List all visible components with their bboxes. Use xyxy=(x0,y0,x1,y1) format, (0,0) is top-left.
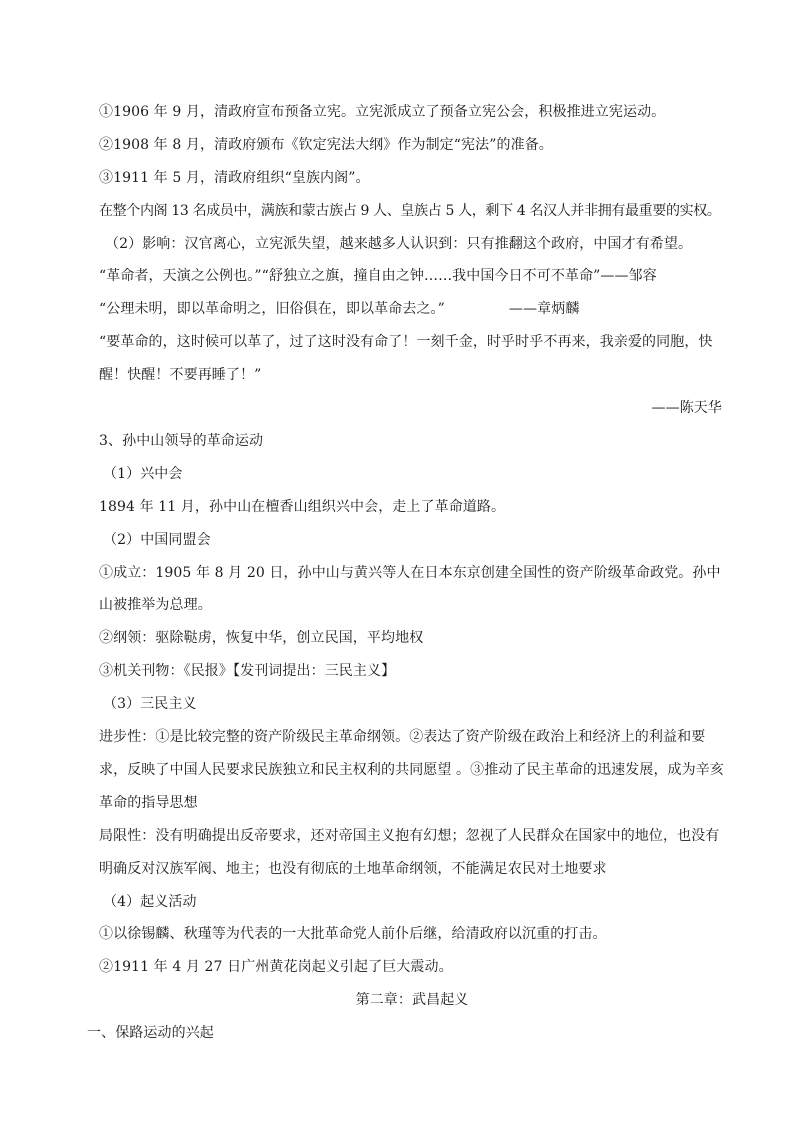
document-page xyxy=(87,96,725,1050)
paragraph: ③1911 年 5 月，清政府组织“皇族内阁”。 xyxy=(99,169,370,186)
paragraph: ②1911 年 4 月 27 日广州黄花岗起义引起了巨大震动。 xyxy=(99,959,453,976)
paragraph: 局限性：没有明确提出反帝要求，还对帝国主义抱有幻想；忽视了人民群众在国家中的地位，也没有明确反对汉族军阀、地主；也没有彻底的土地革命纲领，不能满足农民对土地要求 xyxy=(99,827,720,877)
subsection-heading: （4）起义活动 xyxy=(103,893,197,910)
subsection-heading: （1）兴中会 xyxy=(103,465,183,482)
chapter-heading: 第二章：武昌起义 xyxy=(355,992,469,1009)
paragraph: ①成立：1905 年 8 月 20 日，孙中山与黄兴等人在日本东京创建全国性的资产阶级革命政党。孙中山被推举为总理。 xyxy=(99,564,721,614)
paragraph: ②1908 年 8 月，清政府颁布《钦定宪法大纲》作为制定“宪法”的准备。 xyxy=(99,136,553,153)
quote-zhang-binglin xyxy=(99,293,725,326)
subsection-heading: （3）三民主义 xyxy=(103,696,197,713)
subsection-heading: （2）中国同盟会 xyxy=(103,531,211,548)
paragraph: 1894 年 11 月，孙中山在檀香山组织兴中会，走上了革命道路。 xyxy=(99,498,506,515)
quote-author: ——陈天华 xyxy=(651,400,722,417)
paragraph: ②纲领：驱除鞑虏，恢复中华，创立民国，平均地权 xyxy=(99,630,424,647)
quote-chen-tianhua: “要革命的，这时候可以革了，过了这时没有命了！一刻千金，时乎时乎不再来，我亲爱的同胞，快醒！快醒！不要再睡了！” xyxy=(99,334,713,384)
paragraph: ①以徐锡麟、秋瑾等为代表的一大批革命党人前仆后继，给清政府以沉重的打击。 xyxy=(99,926,607,943)
paragraph: ③机关刊物：《民报》【发刊词提出：三民主义】 xyxy=(99,663,396,680)
paragraph: ①1906 年 9 月，清政府宣布预备立宪。立宪派成立了预备立宪公会，积极推进立宪运动。 xyxy=(99,104,666,120)
quote-text: “公理未明，即以革命明之，旧俗俱在，即以革命去之。” xyxy=(99,301,445,318)
section-heading: 一、保路运动的兴起 xyxy=(87,1025,214,1042)
paragraph: 进步性：①是比较完整的资产阶级民主革命纲领。②表达了资产阶级在政治上和经济上的利益和要求，反映了中国人民要求民族独立和民主权利的共同愿望 。③推动了民主革命的迅速发展，成为辛亥革命的指导思想 xyxy=(99,728,724,811)
quote-author: ——章炳麟 xyxy=(508,301,580,318)
paragraph: （2）影响：汉官离心，立宪派失望，越来越多人认识到：只有推翻这个政府，中国才有希望。 xyxy=(105,235,693,252)
quote-zou-rong: “革命者，天演之公例也。”“舒独立之旗，撞自由之钟……我中国今日不可不革命”——邹容 xyxy=(99,268,657,285)
section-heading: 3、孙中山领导的革命运动 xyxy=(99,432,264,449)
paragraph: 在整个内阁 13 名成员中，满族和蒙古族占 9 人、皇族占 5 人，剩下 4 名汉人并非拥有最重要的实权。 xyxy=(99,202,721,219)
